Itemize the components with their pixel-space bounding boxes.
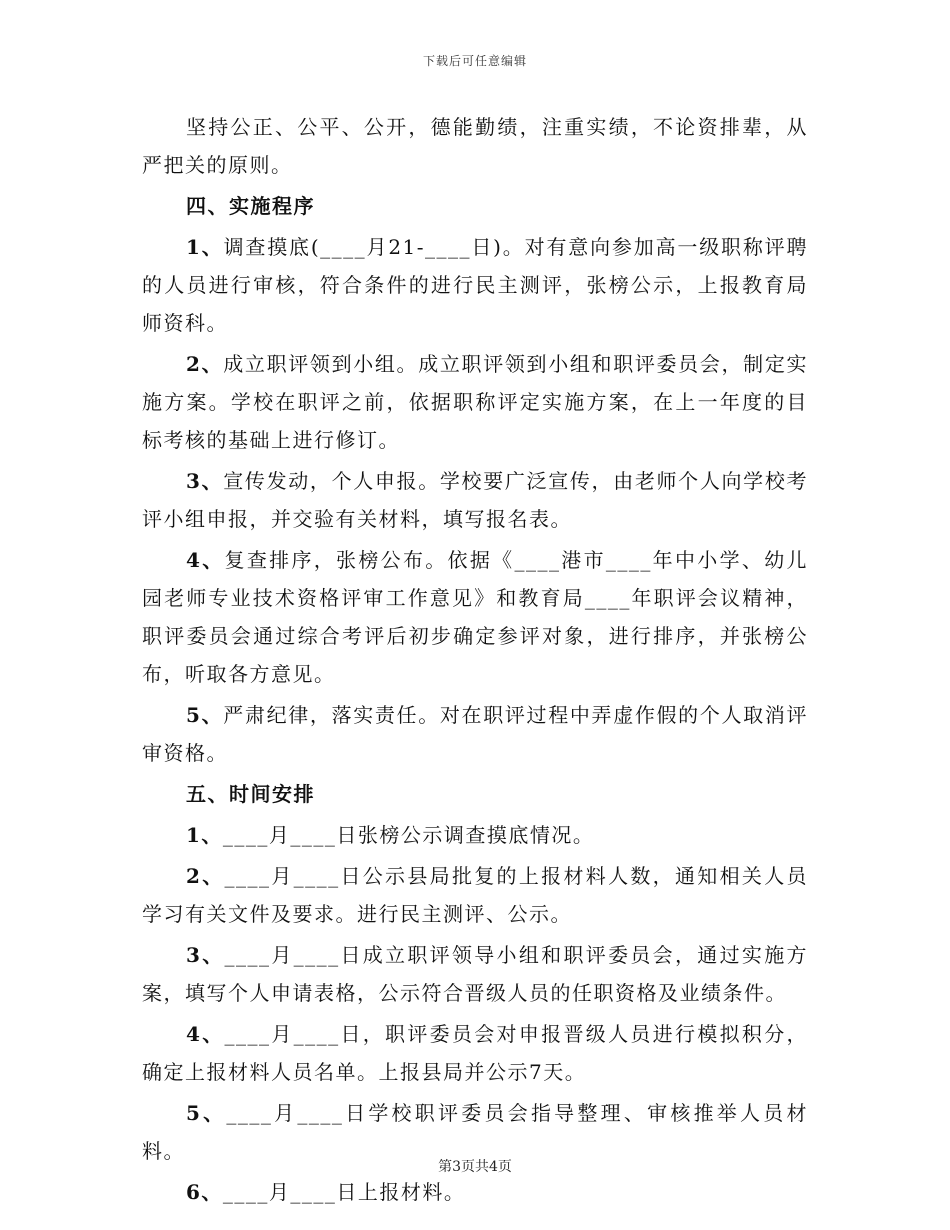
- item-text: ____月____日，职评委员会对申报晋级人员进行模拟积分，确定上报材料人员名单。上报县局并公示7天。: [142, 1022, 809, 1084]
- implementation-step-4: [142, 541, 808, 693]
- step-number: 1、: [186, 235, 224, 259]
- implementation-step-5: [142, 696, 808, 772]
- implementation-step-2: [142, 345, 808, 459]
- item-text: ____月____日公示县局批复的上报材料人数，通知相关人员学习有关文件及要求。进行民主测评、公示。: [142, 864, 809, 926]
- step-number: 5、: [186, 703, 224, 727]
- schedule-item-1: [142, 816, 808, 854]
- page-footer: 第3页共4页: [438, 1159, 512, 1175]
- item-text: ____月____日上报材料。: [222, 1180, 466, 1204]
- schedule-item-3: [142, 936, 808, 1012]
- step-number: 2、: [186, 352, 224, 376]
- item-number: 4、: [186, 1022, 225, 1046]
- document-body: [142, 108, 808, 1214]
- implementation-step-3: [142, 462, 808, 538]
- implementation-step-1: [142, 228, 808, 342]
- section-heading-implementation: 四、实施程序: [186, 194, 315, 218]
- item-number: 3、: [186, 943, 225, 967]
- step-text: 复查排序，张榜公布。依据《____港市____年中小学、幼儿园老师专业技术资格评审工作意见》和教育局____年职评会议精神，职评委员会通过综合考评后初步确定参评对象，进行排序，并张榜公布，听取各方意见。: [142, 548, 809, 686]
- item-text: ____月____日成立职评领导小组和职评委员会，通过实施方案，填写个人申请表格，公示符合晋级人员的任职资格及业绩条件。: [142, 943, 809, 1005]
- step-text: 成立职评领到小组。成立职评领到小组和职评委员会，制定实施方案。学校在职评之前，依据职称评定实施方案，在上一年度的目标考核的基础上进行修订。: [142, 352, 809, 452]
- schedule-item-4: [142, 1015, 808, 1091]
- schedule-item-6: [142, 1173, 808, 1211]
- item-number: 2、: [186, 864, 225, 888]
- step-text: 严肃纪律，落实责任。对在职评过程中弄虚作假的个人取消评审资格。: [142, 703, 809, 765]
- item-number: 1、: [186, 823, 223, 847]
- section-heading-schedule: 五、时间安排: [186, 782, 315, 806]
- item-text: ____月____日张榜公示调查摸底情况。: [222, 823, 595, 847]
- item-number: 5、: [186, 1101, 227, 1125]
- item-number: 6、: [186, 1180, 223, 1204]
- step-number: 3、: [186, 469, 224, 493]
- page-header: 下载后可任意编辑: [422, 54, 527, 68]
- principle-paragraph: 坚持公正、公平、公开，德能勤绩，注重实绩，不论资排辈，从严把关的原则。: [142, 115, 808, 177]
- step-number: 4、: [186, 548, 225, 572]
- item-text: ____月____日学校职评委员会指导整理、审核推举人员材料。: [142, 1101, 809, 1163]
- step-text: 宣传发动，个人申报。学校要广泛宣传，由老师个人向学校考评小组申报，并交验有关材料，填写报名表。: [142, 469, 809, 531]
- schedule-item-2: [142, 857, 808, 933]
- step-text: 调查摸底(____月21-____日)。对有意向参加高一级职称评聘的人员进行审核，符合条件的进行民主测评，张榜公示，上报教育局师资科。: [142, 235, 809, 335]
